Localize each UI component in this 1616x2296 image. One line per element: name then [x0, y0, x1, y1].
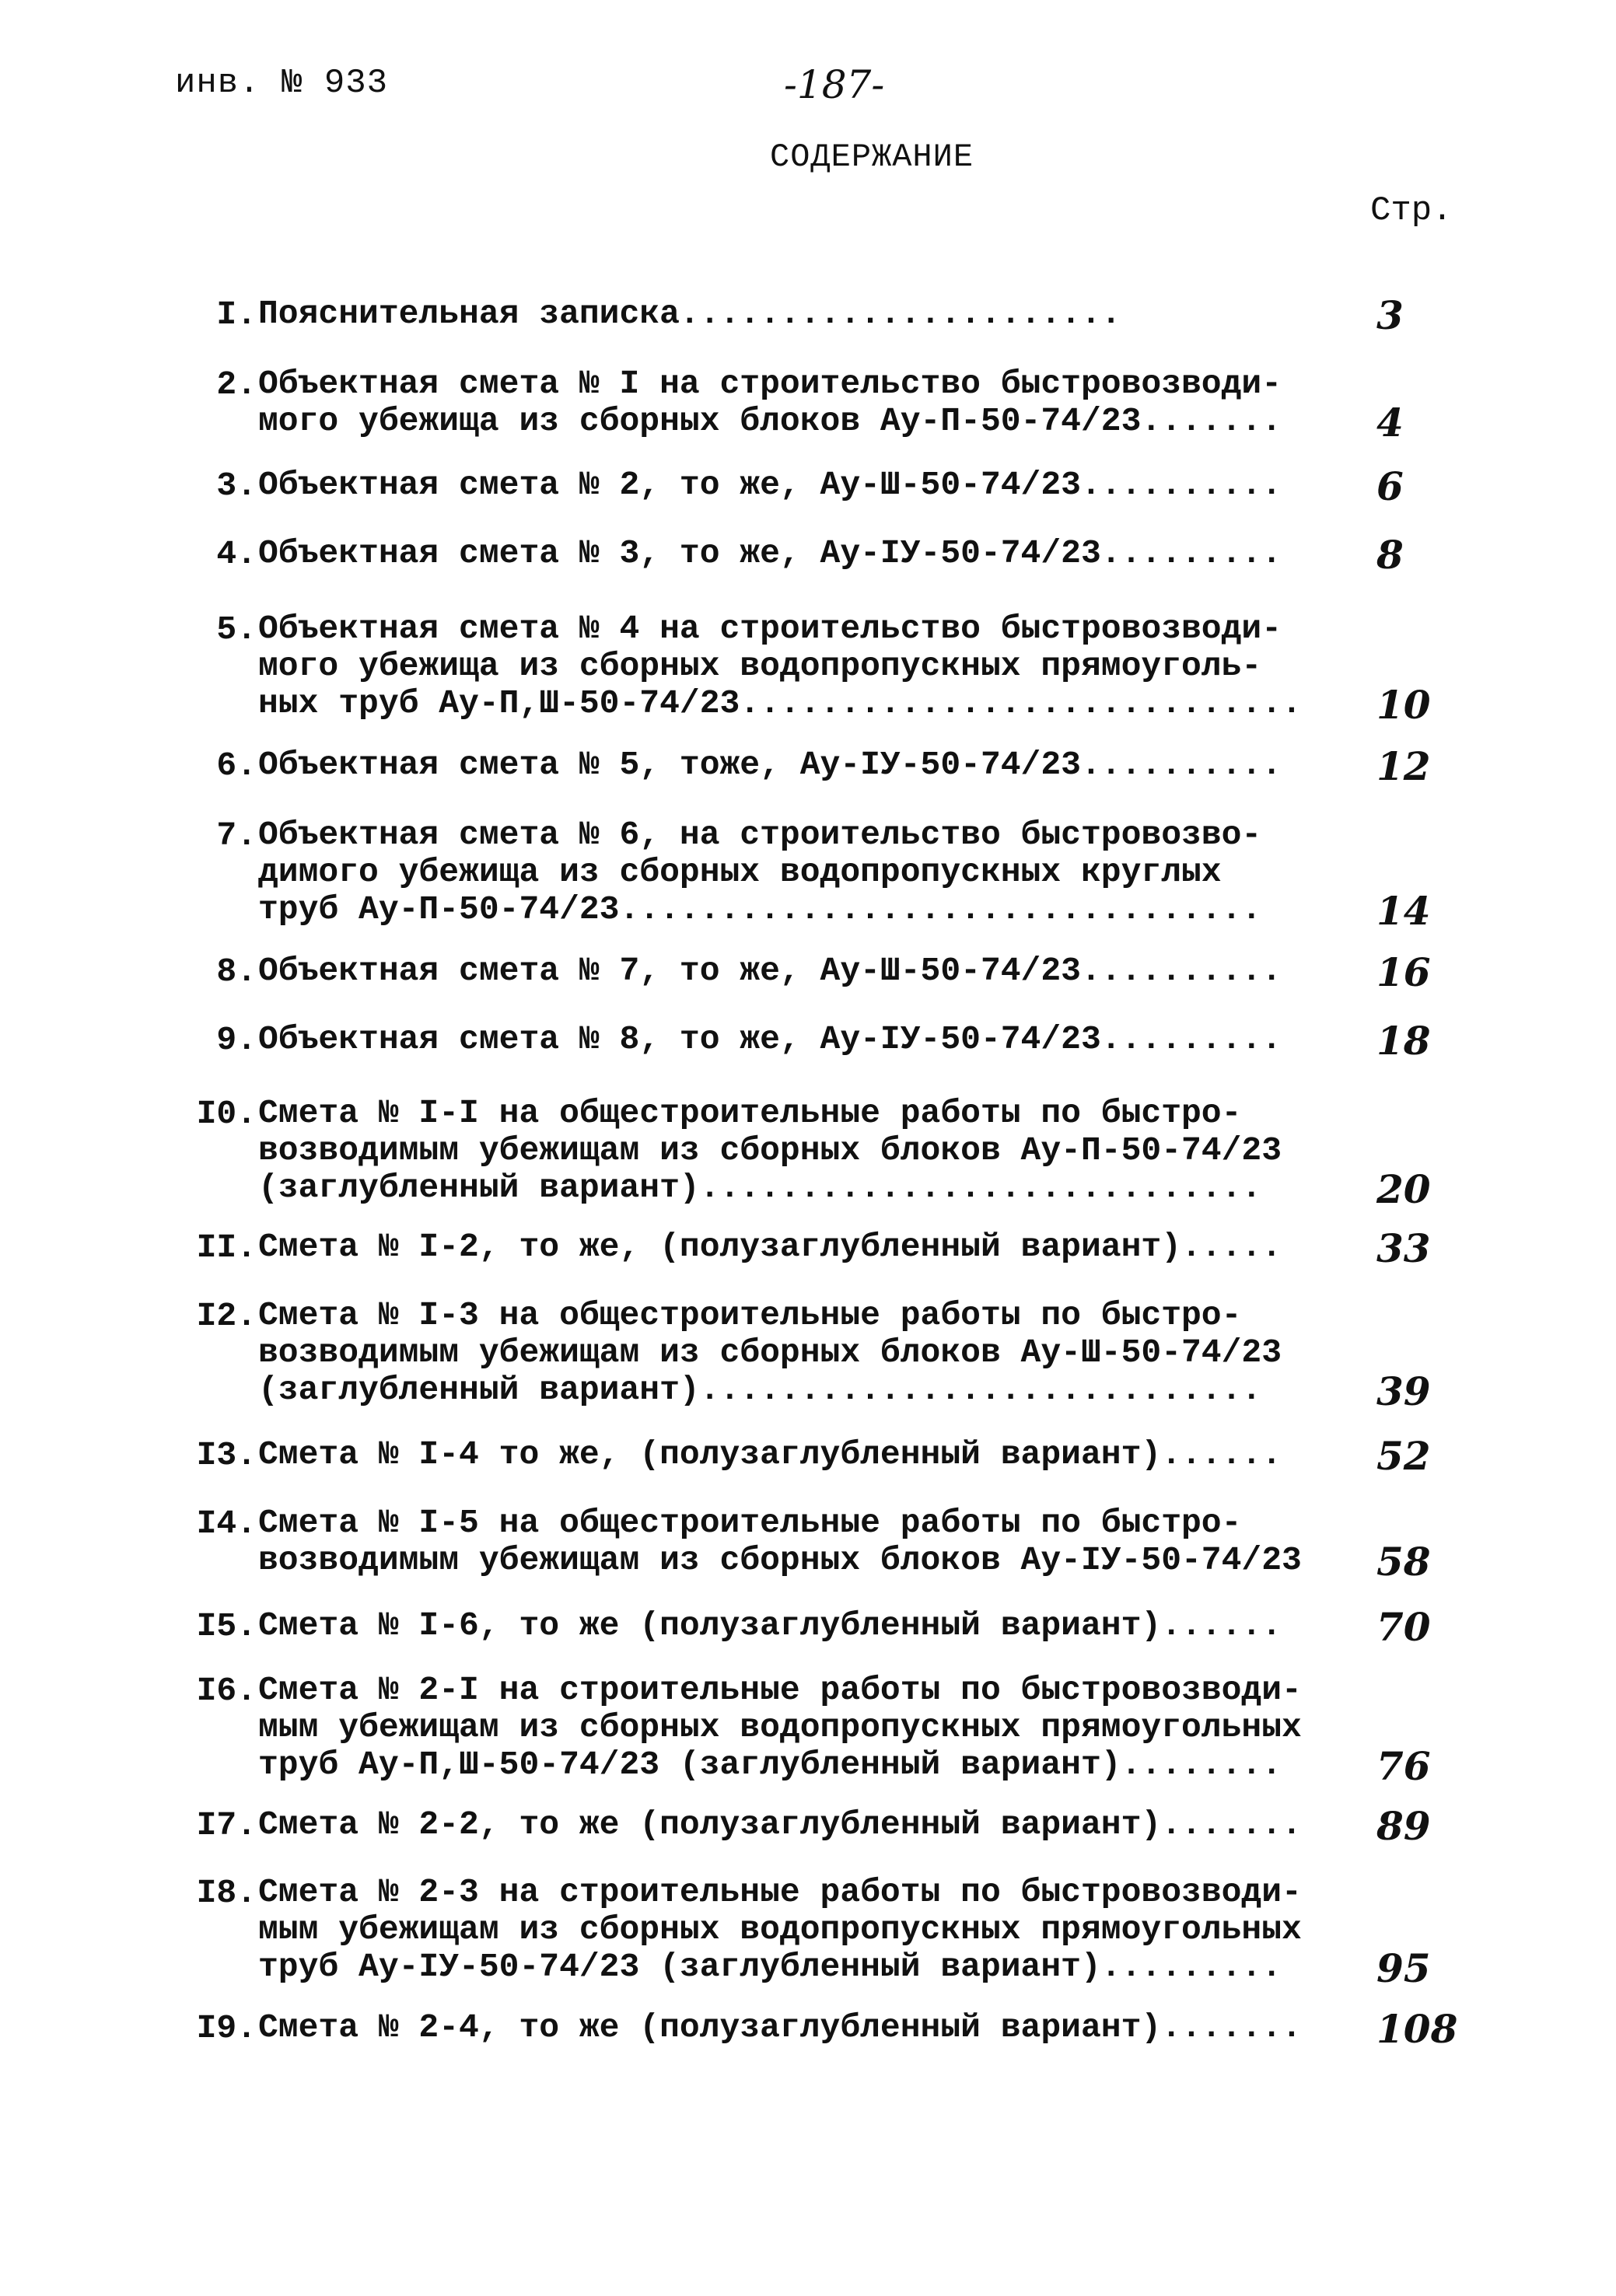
toc-entry-text: [258, 952, 1370, 990]
toc-entry-line: мым убежищам из сборных водопропускных прямоугольных: [258, 1910, 1302, 1948]
inventory-number: инв. № 933: [175, 64, 389, 103]
toc-entry-text: [258, 1672, 1370, 1784]
toc-entry-text: [258, 1874, 1370, 1986]
toc-entry-line: ных труб Ау-П,Ш-50-74/23............................: [258, 684, 1302, 722]
toc-entry-number: 4.: [216, 535, 257, 573]
toc-entry-page: 95: [1376, 1945, 1431, 1991]
toc-entry-line: мым убежищам из сборных водопропускных прямоугольных: [258, 1708, 1302, 1746]
toc-entry-text: [258, 1021, 1370, 1058]
toc-entry-line: Смета № 2-I на строительные работы по быстровозводи-: [258, 1671, 1302, 1709]
toc-entry-line: (заглубленный вариант)............................: [258, 1169, 1262, 1207]
toc-entry-line: Смета № 2-3 на строительные работы по быстровозводи-: [258, 1873, 1302, 1911]
toc-entry-page: 10: [1376, 682, 1431, 728]
toc-entry-line: Смета № I-2, то же, (полузаглубленный вариант).....: [258, 1228, 1282, 1266]
toc-entry-number: I.: [216, 295, 257, 334]
toc-entry-text: [258, 1607, 1370, 1644]
toc-entry-line: Объектная смета № 8, то же, Ау-IУ-50-74/23.........: [258, 1020, 1282, 1058]
toc-entry-text: [258, 535, 1370, 572]
toc-entry-page: 70: [1376, 1604, 1431, 1650]
toc-entry-page: 6: [1376, 463, 1404, 509]
toc-entry-page: 4: [1376, 400, 1404, 446]
toc-entry-line: Пояснительная записка......................: [258, 295, 1121, 333]
toc-entry-line: возводимым убежищам из сборных блоков Ау-IУ-50-74/23: [258, 1541, 1302, 1579]
toc-entry-number: 7.: [216, 816, 257, 854]
toc-entry-line: возводимым убежищам из сборных блоков Ау-П-50-74/23: [258, 1131, 1282, 1169]
toc-entry-number: I9.: [196, 2009, 257, 2047]
toc-entry-page: 8: [1376, 532, 1404, 578]
toc-entry-number: 9.: [216, 1021, 257, 1059]
toc-entry-text: [258, 746, 1370, 784]
toc-entry-page: 16: [1376, 949, 1431, 995]
toc-entry-number: 2.: [216, 365, 257, 404]
page-number: -187-: [784, 62, 885, 107]
toc-entry-line: Смета № 2-2, то же (полузаглубленный вариант).......: [258, 1805, 1302, 1843]
toc-entry-number: 3.: [216, 467, 257, 505]
toc-entry-page: 18: [1376, 1018, 1431, 1064]
toc-entry-text: [258, 1297, 1370, 1409]
toc-entry-page: 108: [1376, 2006, 1458, 2052]
toc-entry-text: [258, 1504, 1370, 1579]
toc-entry-number: I4.: [196, 1504, 257, 1543]
toc-entry-text: [258, 467, 1370, 504]
toc-entry-line: труб Ау-П-50-74/23................................: [258, 890, 1262, 928]
toc-entry-line: Объектная смета № 5, тоже, Ау-IУ-50-74/23..........: [258, 746, 1282, 784]
toc-entry-line: димого убежища из сборных водопропускных круглых: [258, 853, 1222, 891]
toc-entry-line: труб Ау-П,Ш-50-74/23 (заглубленный вариант)........: [258, 1746, 1282, 1784]
toc-entry-line: (заглубленный вариант)............................: [258, 1371, 1262, 1409]
toc-entry-number: 5.: [216, 610, 257, 648]
toc-entry-line: Смета № I-3 на общестроительные работы по быстро-: [258, 1296, 1242, 1334]
toc-entry-number: 6.: [216, 746, 257, 785]
toc-entry-line: Объектная смета № 7, то же, Ау-Ш-50-74/23..........: [258, 952, 1282, 990]
toc-entry-line: Смета № I-I на общестроительные работы по быстро-: [258, 1094, 1242, 1132]
toc-entry-page: 12: [1376, 743, 1431, 789]
toc-entry-text: [258, 2009, 1370, 2046]
toc-entry-number: 8.: [216, 952, 257, 991]
toc-entry-text: [258, 1095, 1370, 1207]
toc-entry-page: 76: [1376, 1743, 1431, 1789]
page-column-label: Стр.: [1370, 191, 1453, 230]
toc-entry-page: 52: [1376, 1433, 1431, 1479]
toc-entry-line: мого убежища из сборных блоков Ау-П-50-74/23.......: [258, 402, 1282, 440]
toc-entry-text: [258, 1436, 1370, 1473]
toc-entry-line: Смета № I-4 то же, (полузаглубленный вариант)......: [258, 1435, 1282, 1473]
toc-entry-line: Смета № I-5 на общестроительные работы по быстро-: [258, 1504, 1242, 1542]
toc-entry-line: труб Ау-IУ-50-74/23 (заглубленный вариант).........: [258, 1948, 1282, 1986]
toc-entry-line: Объектная смета № I на строительство быстровозводи-: [258, 365, 1282, 403]
toc-entry-line: мого убежища из сборных водопропускных прямоуголь-: [258, 647, 1262, 685]
toc-entry-number: I8.: [196, 1874, 257, 1912]
toc-entry-number: I7.: [196, 1806, 257, 1844]
toc-entry-line: Объектная смета № 4 на строительство быстровозводи-: [258, 610, 1282, 648]
toc-entry-page: 33: [1376, 1225, 1431, 1271]
toc-entry-line: Объектная смета № 6, на строительство быстровозво-: [258, 816, 1262, 854]
toc-entry-page: 89: [1376, 1803, 1431, 1849]
toc-entry-number: II.: [196, 1228, 257, 1267]
toc-entry-text: [258, 1806, 1370, 1843]
toc-entry-page: 14: [1376, 888, 1431, 934]
toc-entry-text: [258, 816, 1370, 928]
toc-entry-line: Смета № I-6, то же (полузаглубленный вариант)......: [258, 1606, 1282, 1644]
page-title: СОДЕРЖАНИЕ: [770, 138, 974, 176]
toc-entry-number: I3.: [196, 1436, 257, 1474]
toc-entry-number: I6.: [196, 1672, 257, 1710]
toc-entry-page: 20: [1376, 1166, 1431, 1212]
toc-entry-line: Объектная смета № 3, то же, Ау-IУ-50-74/23.........: [258, 534, 1282, 572]
toc-entry-number: I2.: [196, 1297, 257, 1335]
toc-entry-text: [258, 365, 1370, 440]
toc-entry-text: [258, 1228, 1370, 1266]
toc-entry-line: Объектная смета № 2, то же, Ау-Ш-50-74/23..........: [258, 466, 1282, 504]
toc-entry-line: Смета № 2-4, то же (полузаглубленный вариант).......: [258, 2008, 1302, 2046]
toc-entry-text: [258, 610, 1370, 722]
toc-entry-number: I0.: [196, 1095, 257, 1133]
toc-entry-line: возводимым убежищам из сборных блоков Ау-Ш-50-74/23: [258, 1333, 1282, 1372]
toc-entry-page: 39: [1376, 1368, 1431, 1414]
toc-entry-number: I5.: [196, 1607, 257, 1645]
toc-entry-page: 3: [1376, 292, 1404, 338]
toc-entry-page: 58: [1376, 1539, 1431, 1585]
toc-entry-text: [258, 295, 1370, 333]
